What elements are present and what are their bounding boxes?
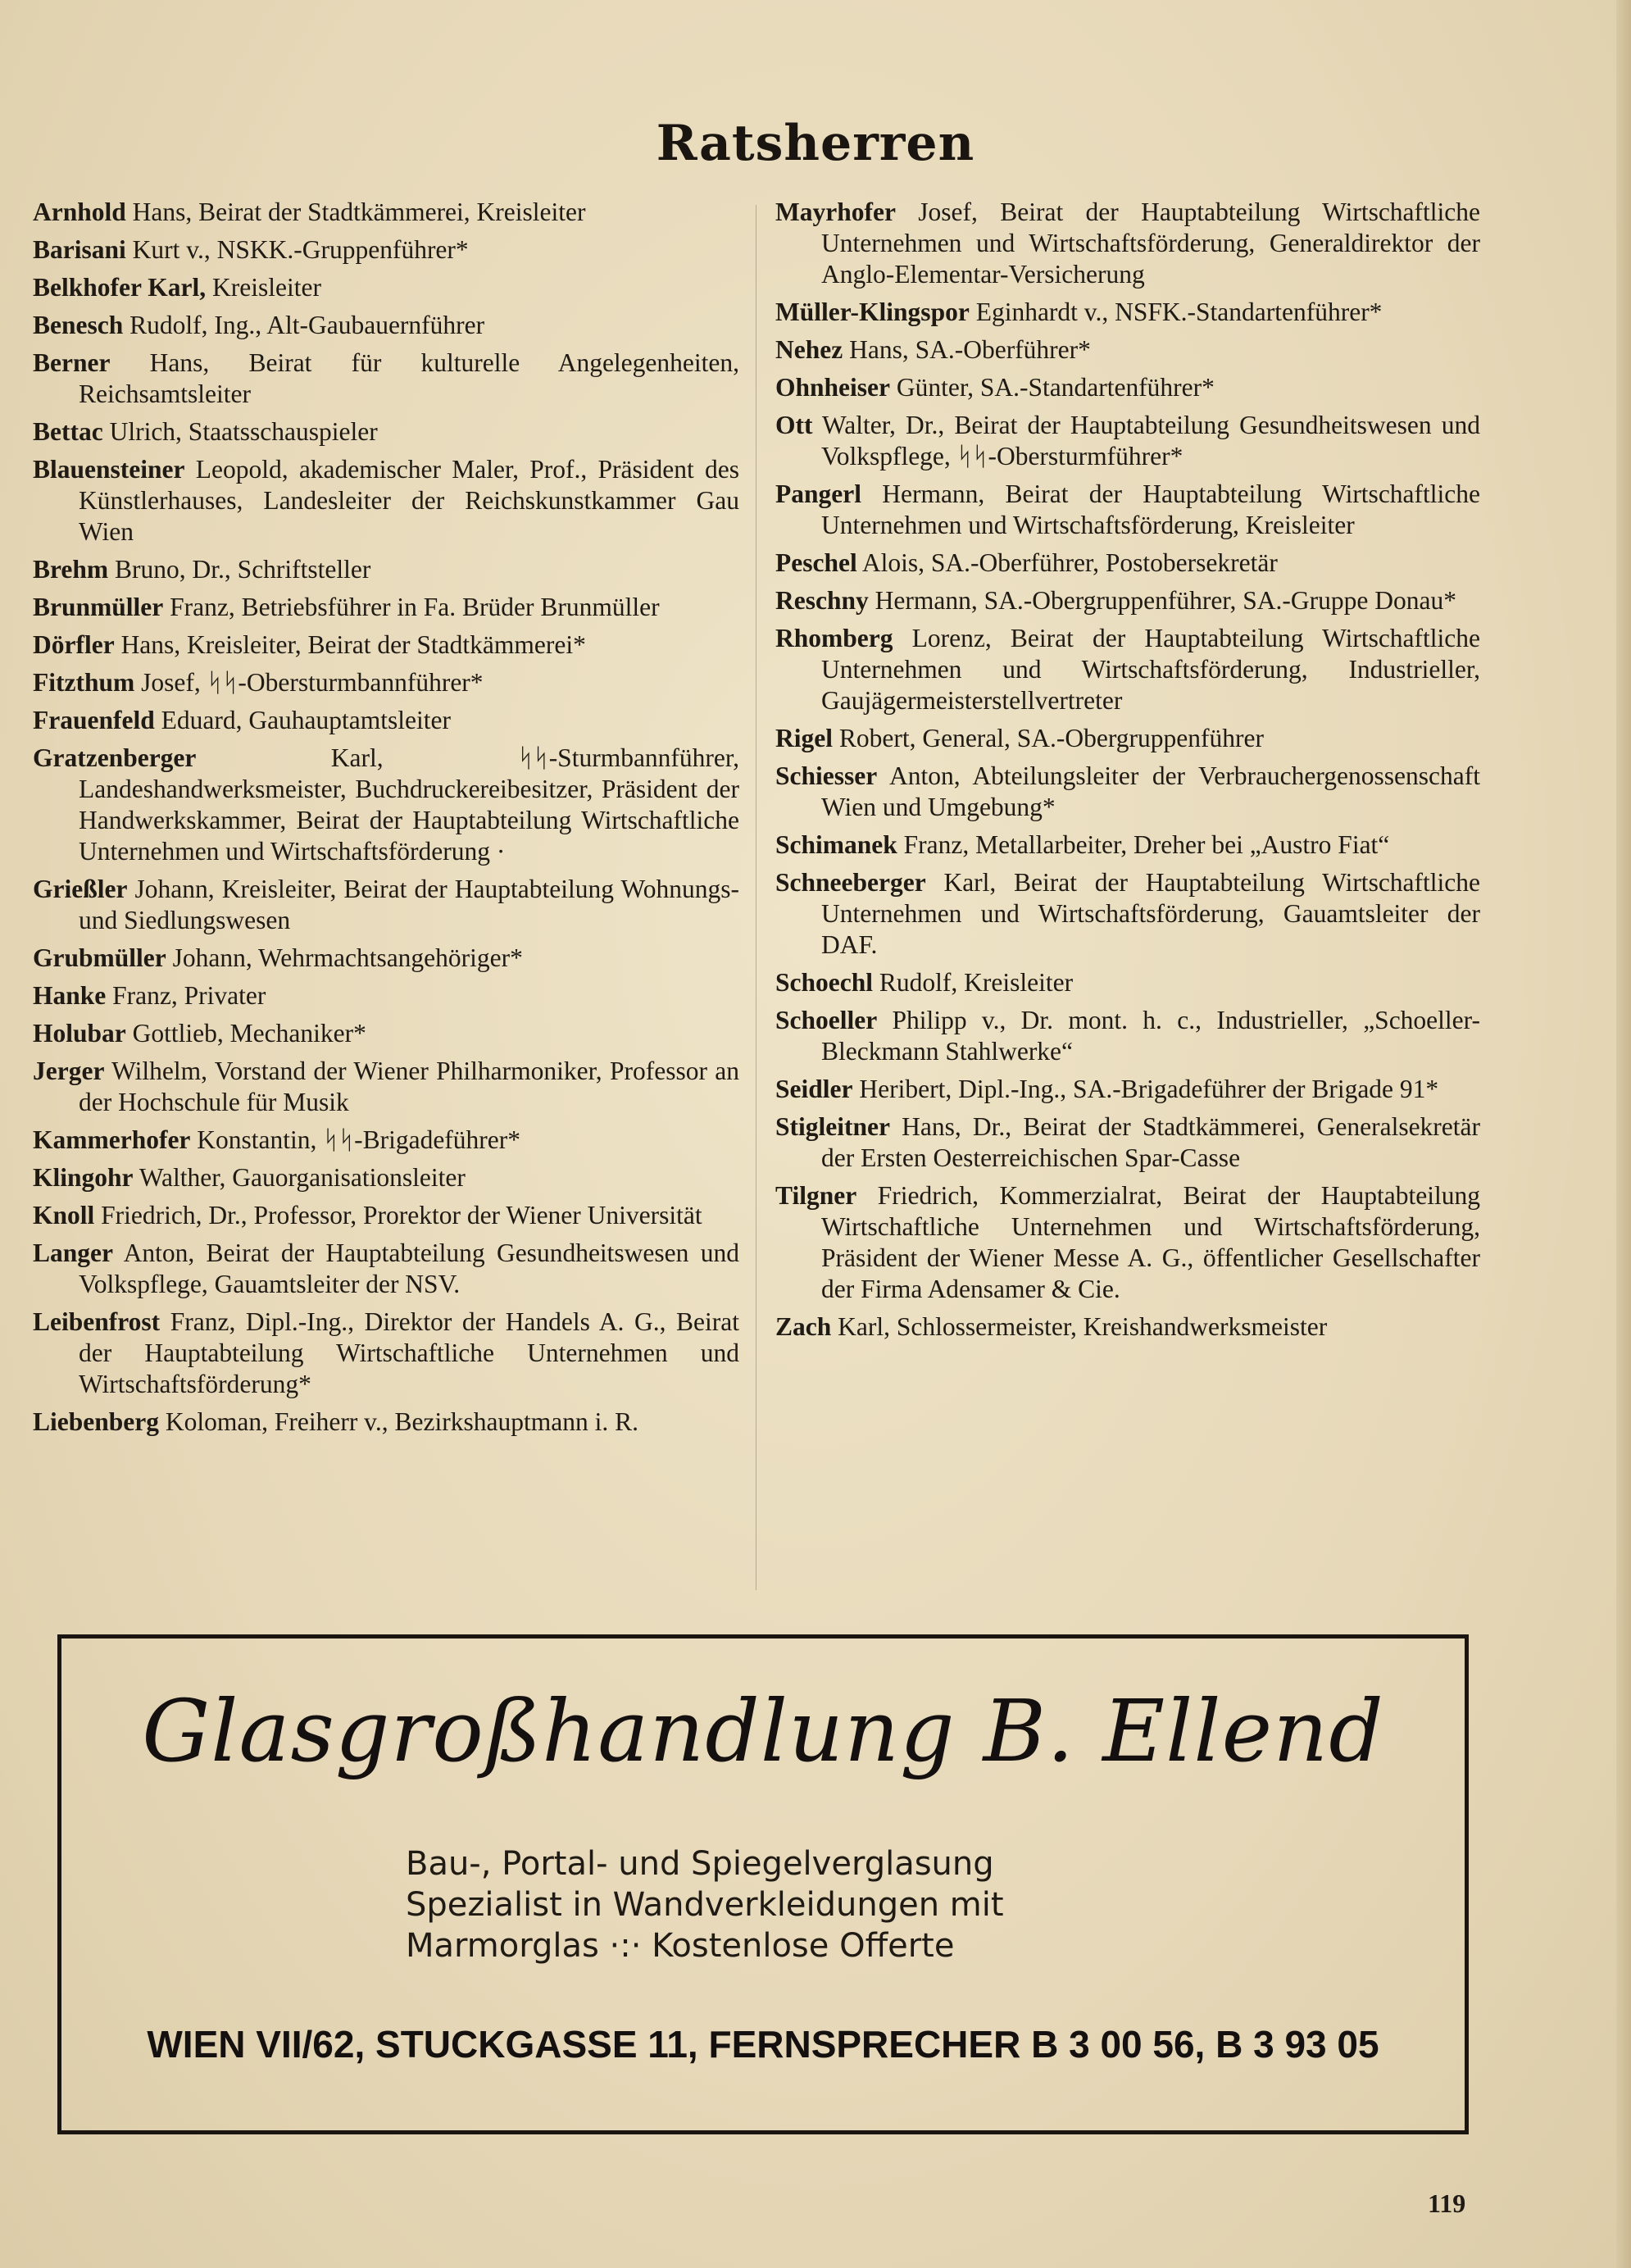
member-name: Ohnheiser [775,373,891,402]
member-description: Konstantin, ᛋᛋ-Brigadeführer* [190,1125,520,1154]
ad-address: WIEN VII/62, STUCKGASSE 11, FERNSPRECHER B 3 00 56, B 3 93 05 [147,2023,1379,2066]
member-description: Josef, ᛋᛋ-Obersturmbannführer* [134,668,484,697]
right-column [775,197,1480,1349]
member-description: Eduard, Gauhauptamtsleiter [154,706,451,734]
council-member-entry [775,197,1480,290]
member-name: Schoeller [775,1006,878,1034]
member-name: Schimanek [775,830,897,859]
member-name: Dörfler [33,630,115,659]
member-name: Leibenfrost [33,1307,161,1336]
council-member-entry [33,1407,739,1438]
council-member-entry [775,297,1480,328]
member-description: Anton, Beirat der Hauptabteilung Gesundheitswesen und Volkspflege, Gauamtsleiter der NSV. [79,1239,739,1298]
member-description: Anton, Abteilungsleiter der Verbrauchergenossenschaft Wien und Umgebung* [821,761,1480,821]
page-edge [1616,0,1631,2268]
council-member-entry [33,310,739,341]
member-description: Gottlieb, Mechaniker* [125,1019,366,1048]
page-title: Ratsherren [656,115,975,172]
member-description: Johann, Wehrmachtsangehöriger* [166,943,523,972]
council-member-entry [33,1056,739,1118]
member-description: Heribert, Dipl.-Ing., SA.-Brigadeführer der Brigade 91* [852,1075,1439,1103]
member-description: Walther, Gauorganisationsleiter [133,1163,466,1192]
ad-description [406,1843,1225,1966]
member-description: Eginhardt v., NSFK.-Standartenführer* [969,298,1383,326]
council-member-entry [33,943,739,974]
council-member-entry [775,1111,1480,1174]
member-name: Arnhold [33,198,126,226]
council-member-entry [775,410,1480,472]
member-name: Klingohr [33,1163,134,1192]
council-member-entry [33,874,739,936]
member-description: Hermann, SA.-Obergruppenführer, SA.-Gruppe Donau* [868,586,1456,615]
council-member-entry [33,980,739,1011]
member-name: Jerger [33,1057,105,1085]
member-name: Langer [33,1239,113,1267]
left-column [33,197,739,1444]
council-member-entry [775,479,1480,541]
council-member-entry [775,761,1480,823]
council-member-entry [775,372,1480,403]
council-member-entry [33,1125,739,1156]
member-description: Alois, SA.-Oberführer, Postobersekretär [856,548,1278,577]
member-name: Holubar [33,1019,126,1048]
council-member-entry [33,1307,739,1400]
member-name: Müller-Klingspor [775,298,970,326]
member-name: Liebenberg [33,1407,159,1436]
ad-line: Bau-, Portal- und Spiegelverglasung [406,1845,994,1883]
member-description: Friedrich, Kommerzialrat, Beirat der Hauptabteilung Wirtschaftliche Unternehmen und Wirtschaftsförderung, Präsident der Wiener Messe A. G., öffentlicher Gesellschafter der Firma Adensamer & Cie. [821,1181,1480,1303]
member-description: Philipp v., Dr. mont. h. c., Industrieller, „Schoeller-Bleckmann Stahlwerke“ [821,1006,1480,1066]
council-member-entry [775,1180,1480,1305]
member-description: Rudolf, Kreisleiter [873,968,1074,997]
ad-line: Marmorglas ·:· Kostenlose Offerte [406,1927,955,1965]
member-description: Leopold, akademischer Maler, Prof., Präsident des Künstlerhauses, Landesleiter der Reichskunstkammer Gau Wien [79,455,739,546]
member-name: Ott [775,411,813,439]
ad-line: Spezialist in Wandverkleidungen mit [406,1886,1004,1924]
member-name: Schiesser [775,761,878,790]
council-member-entry [33,272,739,303]
council-member-entry [775,1311,1480,1343]
member-description: Koloman, Freiherr v., Bezirkshauptmann i. R. [159,1407,638,1436]
council-member-entry [33,592,739,623]
member-name: Gratzenberger [33,743,197,772]
member-name: Benesch [33,311,124,339]
council-member-entry [33,743,739,867]
council-member-entry [33,667,739,698]
member-description: Ulrich, Staatsschauspieler [102,417,378,446]
council-member-entry [775,334,1480,366]
member-name: Belkhofer Karl, [33,273,207,302]
member-description: Franz, Metallarbeiter, Dreher bei „Austro Fiat“ [897,830,1390,859]
ad-company-name: Glasgroßhandlung B. Ellend [142,1681,1384,1781]
council-member-entry [775,623,1480,716]
member-name: Mayrhofer [775,198,896,226]
council-member-entry [33,197,739,228]
council-member-entry [33,1162,739,1193]
council-member-entry [33,554,739,585]
council-member-entry [33,705,739,736]
council-member-entry [33,454,739,548]
member-name: Stigleitner [775,1112,890,1141]
member-description: Walter, Dr., Beirat der Hauptabteilung Gesundheitswesen und Volkspflege, ᛋᛋ-Obersturmführer* [812,411,1480,470]
member-description: Karl, Schlossermeister, Kreishandwerksmeister [831,1312,1328,1341]
member-name: Reschny [775,586,869,615]
member-name: Schoechl [775,968,874,997]
member-description: Wilhelm, Vorstand der Wiener Philharmoniker, Professor an der Hochschule für Musik [79,1057,739,1116]
member-description: Karl, ᛋᛋ-Sturmbannführer, Landeshandwerksmeister, Buchdruckereibesitzer, Präsident der Handwerkskammer, Beirat der Hauptabteilung Wirtschaftliche Unternehmen und Wirtschaftsförderung · [79,743,739,866]
member-name: Grubmüller [33,943,166,972]
council-member-entry [33,1200,739,1231]
council-member-entry [33,234,739,266]
member-name: Knoll [33,1201,95,1229]
member-description: Johann, Kreisleiter, Beirat der Hauptabteilung Wohnungs- und Siedlungswesen [79,875,739,934]
member-description: Franz, Dipl.-Ing., Direktor der Handels A. G., Beirat der Hauptabteilung Wirtschaftliche Unternehmen und Wirtschaftsförderung* [79,1307,739,1398]
member-description: Lorenz, Beirat der Hauptabteilung Wirtschaftliche Unternehmen und Wirtschaftsförderung, Industrieller, Gaujägermeisterstellvertreter [821,624,1480,715]
council-member-entry [33,416,739,448]
member-name: Rhomberg [775,624,893,652]
member-description: Rudolf, Ing., Alt-Gaubauernführer [123,311,485,339]
council-member-entry [33,1018,739,1049]
member-description: Kreisleiter [206,273,321,302]
member-name: Fitzthum [33,668,135,697]
member-description: Josef, Beirat der Hauptabteilung Wirtschaftliche Unternehmen und Wirtschaftsförderung, Generaldirektor der Anglo-Elementar-Versicherung [821,198,1480,289]
member-description: Robert, General, SA.-Obergruppenführer [832,724,1264,752]
council-member-entry [775,585,1480,616]
member-description: Hans, Dr., Beirat der Stadtkämmerei, Generalsekretär der Ersten Oesterreichischen Spar-Casse [821,1112,1480,1172]
member-name: Brehm [33,555,109,584]
member-name: Berner [33,348,111,377]
member-name: Brunmüller [33,593,164,621]
council-member-entry [775,867,1480,961]
member-description: Bruno, Dr., Schriftsteller [108,555,371,584]
member-description: Günter, SA.-Standartenführer* [890,373,1215,402]
member-name: Peschel [775,548,857,577]
council-member-entry [33,629,739,661]
member-name: Tilgner [775,1181,857,1210]
member-name: Seidler [775,1075,853,1103]
council-member-entry [775,829,1480,861]
member-name: Frauenfeld [33,706,155,734]
member-description: Franz, Betriebsführer in Fa. Brüder Brunmüller [163,593,660,621]
member-description: Hans, Beirat der Stadtkämmerei, Kreisleiter [125,198,586,226]
council-member-entry [33,1238,739,1300]
member-description: Hermann, Beirat der Hauptabteilung Wirtschaftliche Unternehmen und Wirtschaftsförderung, Kreisleiter [821,480,1480,539]
member-name: Pangerl [775,480,861,508]
council-member-entry [775,548,1480,579]
member-name: Barisani [33,235,126,264]
member-description: Kurt v., NSKK.-Gruppenführer* [125,235,469,264]
council-member-entry [775,967,1480,998]
page-number: 119 [1428,2188,1466,2218]
advertisement [57,1634,1469,2134]
member-name: Grießler [33,875,128,903]
member-description: Hans, Kreisleiter, Beirat der Stadtkämmerei* [114,630,586,659]
member-name: Kammerhofer [33,1125,191,1154]
member-name: Bettac [33,417,103,446]
member-name: Hanke [33,981,107,1010]
member-description: Hans, Beirat für kulturelle Angelegenheiten, Reichsamtsleiter [79,348,739,408]
council-member-entry [775,723,1480,754]
member-name: Schneeberger [775,868,926,897]
member-name: Zach [775,1312,832,1341]
council-member-entry [775,1005,1480,1067]
member-description: Hans, SA.-Oberführer* [843,335,1091,364]
member-description: Karl, Beirat der Hauptabteilung Wirtschaftliche Unternehmen und Wirtschaftsförderung, Gauamtsleiter der DAF. [821,868,1480,959]
member-name: Blauensteiner [33,455,185,484]
council-member-entry [33,348,739,410]
member-name: Rigel [775,724,833,752]
member-description: Franz, Privater [106,981,266,1010]
member-description: Friedrich, Dr., Professor, Prorektor der Wiener Universität [94,1201,702,1229]
member-name: Nehez [775,335,843,364]
council-member-entry [775,1074,1480,1105]
